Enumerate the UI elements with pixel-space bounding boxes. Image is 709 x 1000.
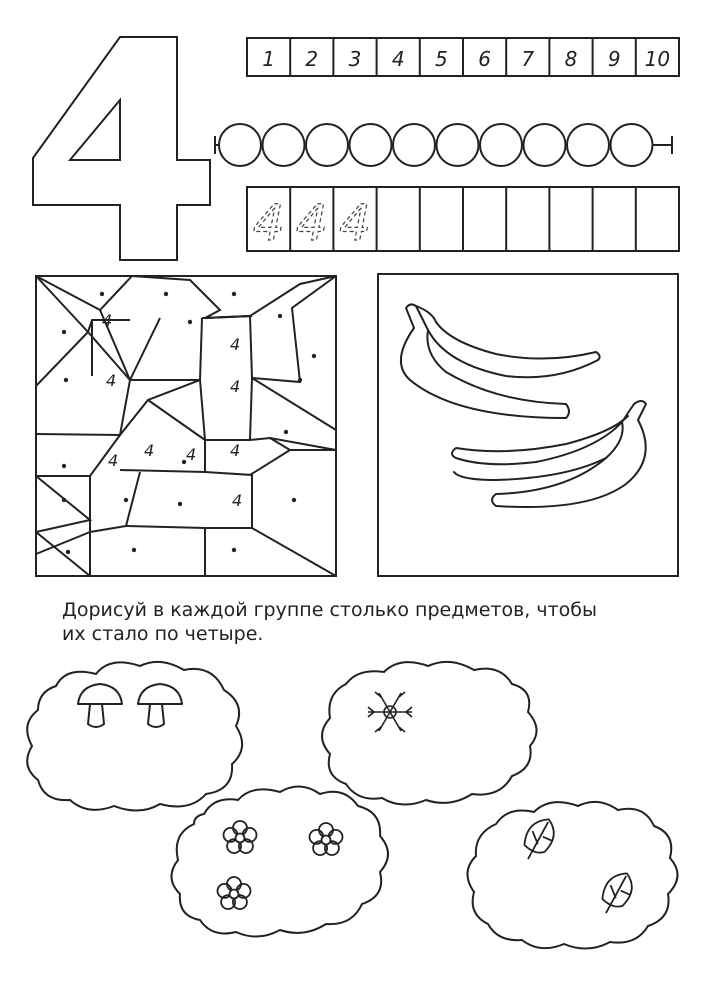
- flower-icon: [310, 823, 343, 855]
- bead: [350, 124, 392, 166]
- flower-icon: [218, 877, 251, 909]
- mosaic-dot: [232, 548, 236, 552]
- bead: [306, 124, 348, 166]
- mosaic-dot: [298, 378, 302, 382]
- tracing-digit: 4: [295, 194, 328, 252]
- mosaic-digit: 4: [230, 335, 241, 354]
- leaf-icon: [592, 870, 640, 914]
- mosaic-dot: [124, 498, 128, 502]
- bead-string: [210, 120, 680, 170]
- instruction-text: [62, 598, 682, 646]
- bead: [480, 124, 522, 166]
- group-cloud-flowers: [171, 786, 388, 936]
- mosaic-digit: 4: [102, 311, 113, 330]
- mosaic-dot: [292, 498, 296, 502]
- bead: [437, 124, 479, 166]
- number-strip-cell: 10: [644, 47, 671, 71]
- leaf-icon: [514, 816, 562, 860]
- big-digit-four-outline: [33, 37, 210, 260]
- number-strip-cell: 3: [348, 47, 362, 71]
- mosaic-dot: [312, 354, 316, 358]
- mosaic-digit: 4: [144, 441, 155, 460]
- snowflake-icon: [368, 692, 412, 732]
- bead: [611, 124, 653, 166]
- mosaic-dot: [62, 330, 66, 334]
- mosaic-dot: [164, 292, 168, 296]
- bananas-picture: [376, 272, 682, 580]
- number-strip-cell: 2: [305, 47, 319, 71]
- mosaic-puzzle: [30, 270, 342, 582]
- mosaic-digit: 4: [186, 445, 197, 464]
- instruction-line-2: их стало по четыре.: [62, 623, 264, 645]
- number-strip-cell: 9: [607, 47, 621, 71]
- flower-icon: [224, 821, 257, 853]
- number-strip-cell: 5: [435, 47, 448, 71]
- mosaic-dot: [188, 320, 192, 324]
- instruction-line-1: Дорисуй в каждой группе столько предметов, чтобы: [62, 599, 597, 621]
- tracing-row: [246, 186, 682, 254]
- mosaic-dot: [132, 548, 136, 552]
- mosaic-digit: 4: [108, 451, 119, 470]
- mosaic-digit: 4: [106, 371, 117, 390]
- bead: [263, 124, 305, 166]
- number-strip-cell: 6: [478, 47, 491, 71]
- number-strip-cell: 7: [521, 47, 535, 71]
- tracing-digit: 4: [339, 194, 371, 252]
- mosaic-dot: [64, 378, 68, 382]
- group-cloud-leaves: [467, 802, 677, 949]
- group-cloud-mushrooms: [27, 662, 242, 811]
- number-strip-cell: 8: [564, 47, 578, 71]
- mosaic-dot: [178, 502, 182, 506]
- group-cloud-snowflakes: [322, 662, 537, 805]
- mosaic-dot: [62, 464, 66, 468]
- mosaic-dot: [182, 460, 186, 464]
- mosaic-dot: [284, 430, 288, 434]
- mosaic-dot: [66, 550, 70, 554]
- banana-icon: [401, 304, 569, 418]
- mosaic-digit: 4: [230, 441, 241, 460]
- mosaic-dot: [232, 292, 236, 296]
- number-strip-cell: 1: [262, 47, 275, 71]
- mushroom-icon: [78, 684, 122, 727]
- bead: [524, 124, 566, 166]
- bead: [393, 124, 435, 166]
- mosaic-dot: [278, 314, 282, 318]
- groups-area: [0, 650, 709, 1000]
- mosaic-dot: [100, 292, 104, 296]
- mosaic-digit: 4: [232, 491, 243, 510]
- mushroom-icon: [138, 684, 182, 727]
- mosaic-digit: 4: [230, 377, 241, 396]
- tracing-digit: 4: [252, 194, 285, 252]
- number-strip-cell: 4: [391, 47, 405, 71]
- mosaic-dot: [62, 498, 66, 502]
- bead: [567, 124, 609, 166]
- number-strip: [246, 37, 682, 79]
- bead: [219, 124, 261, 166]
